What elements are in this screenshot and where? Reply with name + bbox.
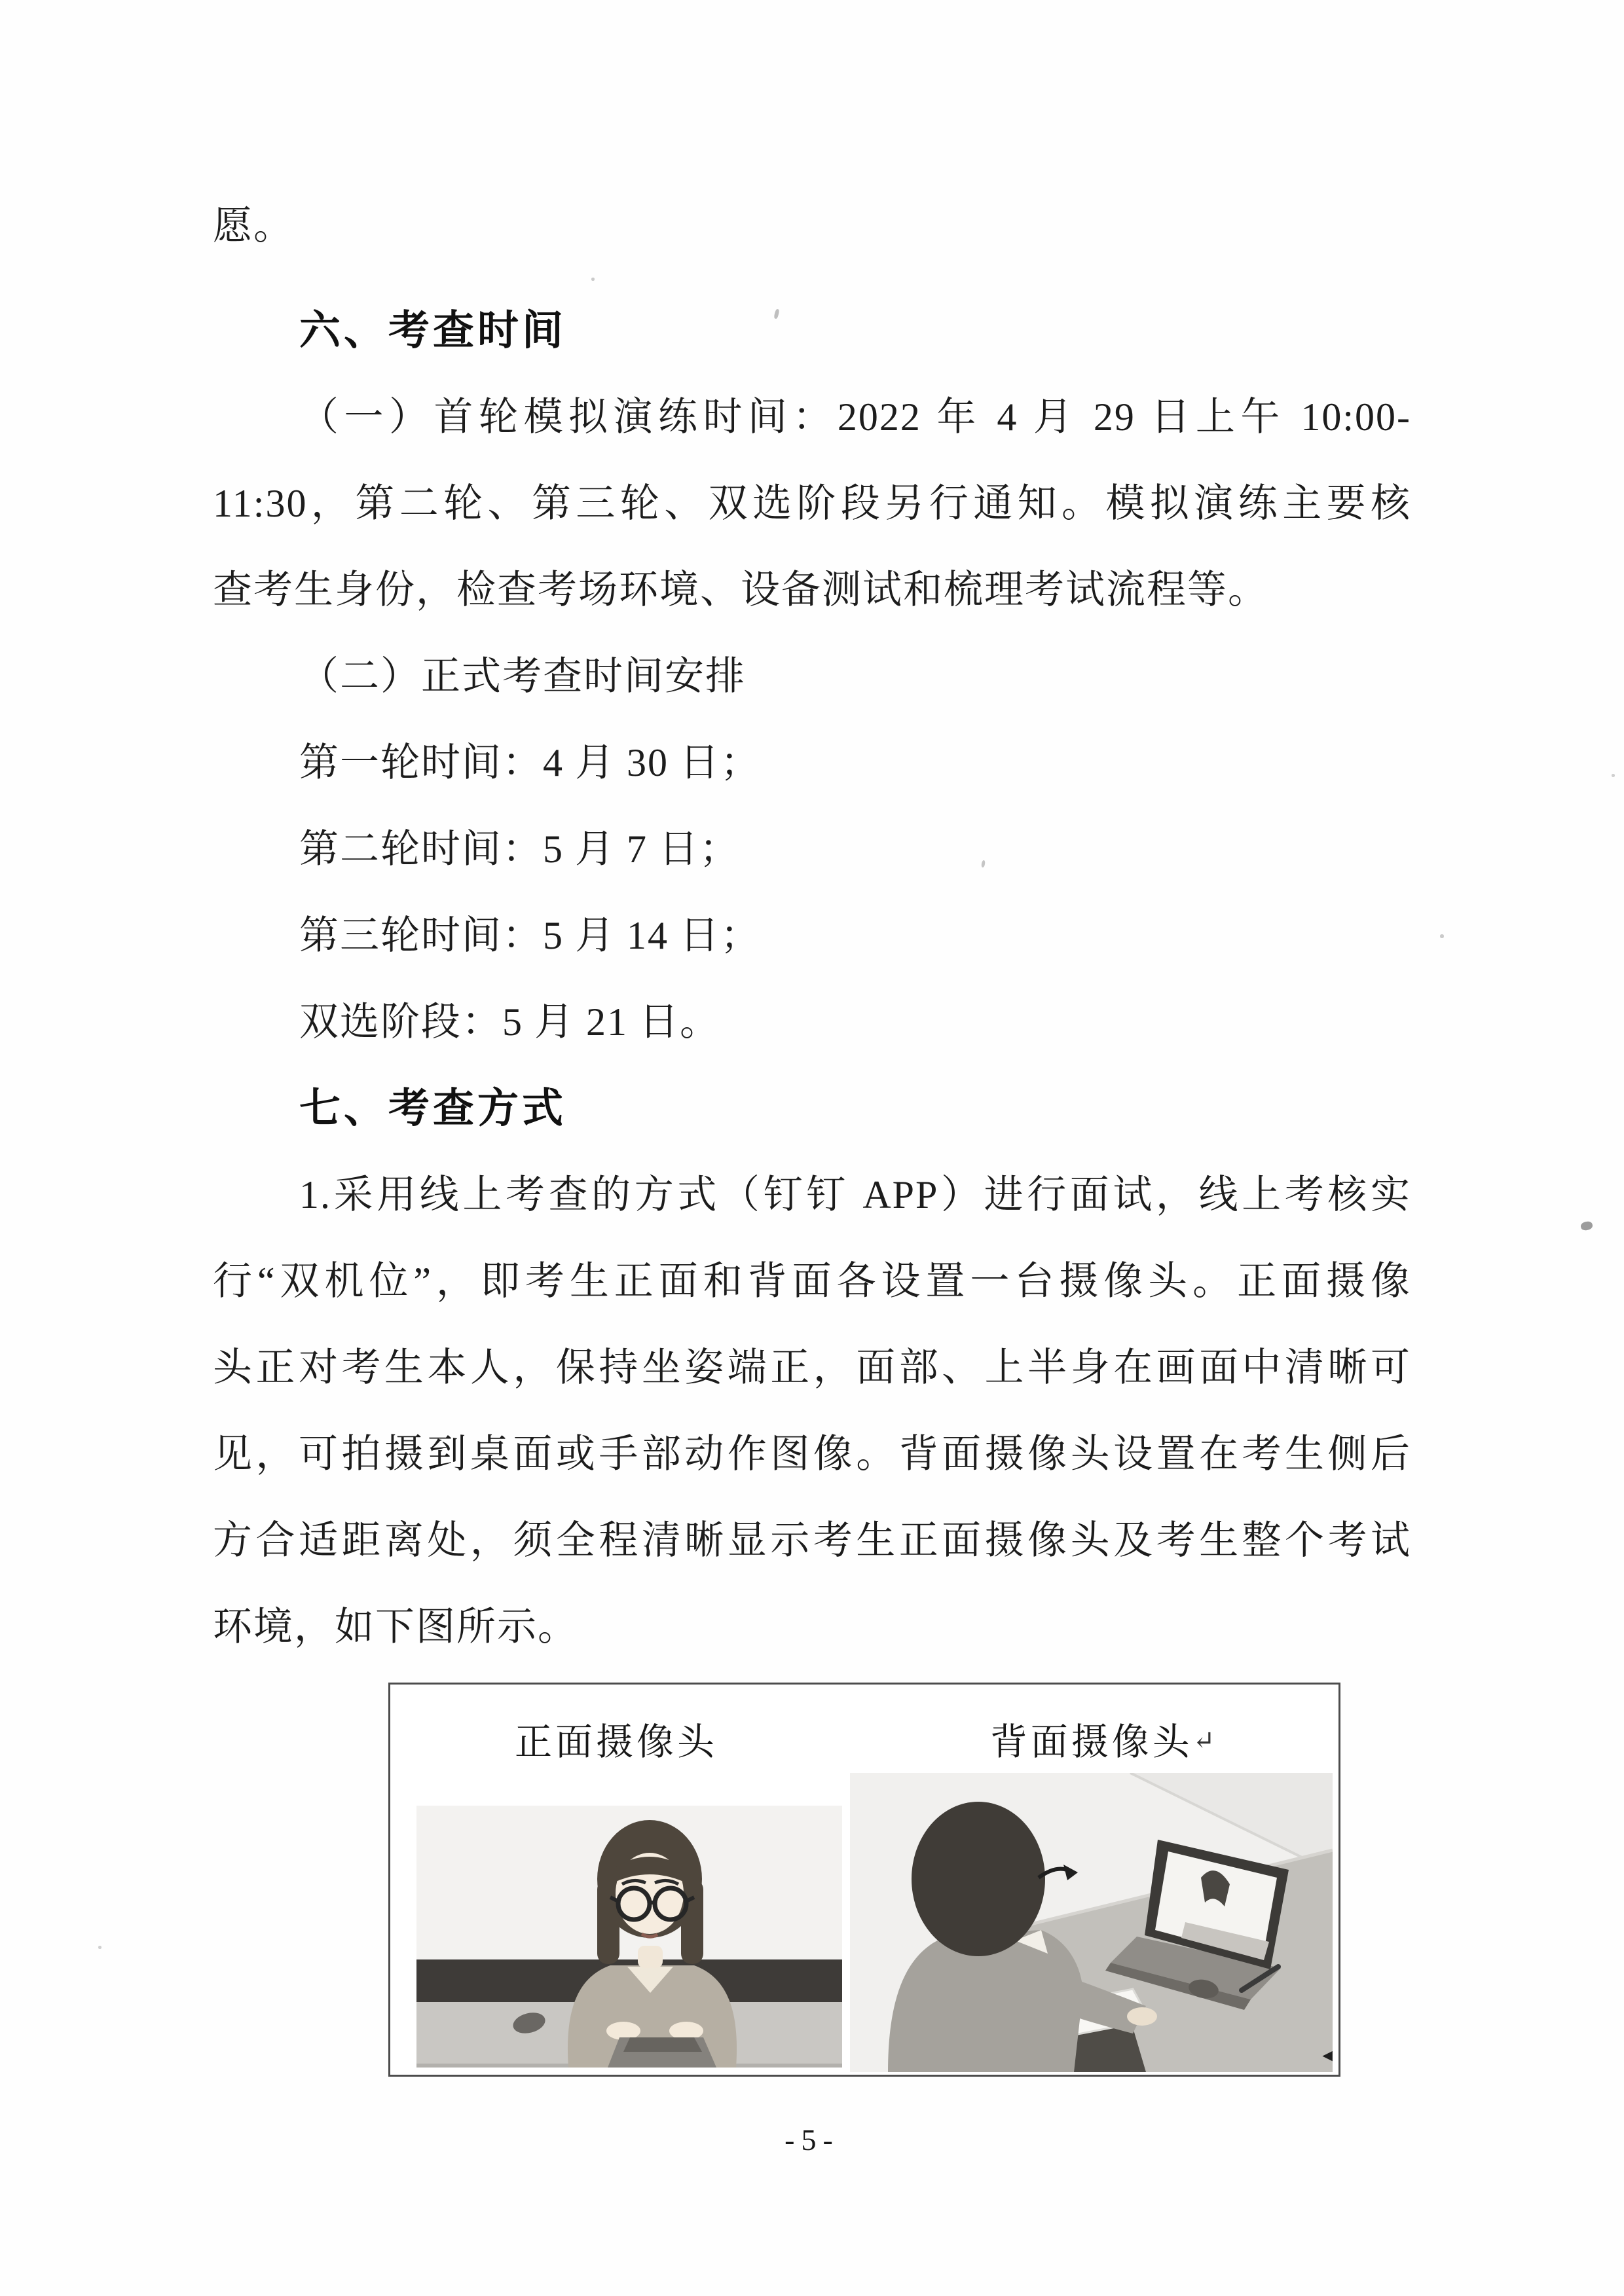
scan-speck <box>98 1946 101 1949</box>
cursor-artifact-icon: ◄ <box>1319 2046 1336 2065</box>
page-number: -5- <box>784 2123 840 2157</box>
section-heading-7: 七、考查方式 <box>299 1085 566 1131</box>
doc-line: 查考生身份，检查考场环境、设备测试和梳理考试流程等。 <box>213 568 1268 611</box>
doc-line: （一）首轮模拟演练时间：2022 年 4 月 29 日上午 10:00- <box>299 395 1411 439</box>
doc-line: 1.采用线上考查的方式（钉钉 APP）进行面试，线上考核实 <box>299 1173 1411 1216</box>
doc-line: 头正对考生本人，保持坐姿端正，面部、上半身在画面中清晰可 <box>213 1346 1411 1389</box>
section-heading-6: 六、考查时间 <box>299 308 566 354</box>
doc-line: （二）正式考查时间安排 <box>299 655 746 698</box>
front-camera-illustration <box>416 1806 842 2068</box>
document-body <box>213 183 1411 1670</box>
doc-line: 愿。 <box>213 204 294 247</box>
doc-line: 第一轮时间：4 月 30 日； <box>299 741 761 784</box>
back-person-figure <box>850 1773 1333 2072</box>
front-person-figure <box>416 1806 842 2068</box>
doc-line: 行“双机位”，即考生正面和背面各设置一台摄像头。正面摄像 <box>213 1260 1411 1303</box>
doc-line: 见，可拍摄到桌面或手部动作图像。背面摄像头设置在考生侧后 <box>213 1432 1411 1476</box>
doc-line: 双选阶段：5 月 21 日。 <box>299 1000 720 1044</box>
dual-camera-figure <box>388 1683 1340 2077</box>
front-camera-label: 正面摄像头 <box>515 1722 718 1763</box>
scan-speck <box>1440 934 1444 938</box>
scan-speck <box>1580 1220 1593 1231</box>
doc-line: 第三轮时间：5 月 14 日； <box>299 914 761 957</box>
doc-line: 环境，如下图所示。 <box>213 1605 578 1649</box>
doc-line: 11:30，第二轮、第三轮、双选阶段另行通知。模拟演练主要核 <box>213 482 1411 525</box>
back-camera-illustration <box>850 1773 1333 2072</box>
scan-speck <box>591 278 595 281</box>
doc-line: 方合适距离处，须全程清晰显示考生正面摄像头及考生整个考试 <box>213 1519 1411 1562</box>
doc-line: 第二轮时间：5 月 7 日； <box>299 828 740 871</box>
return-mark-icon: ↵ <box>1192 1726 1219 1755</box>
scan-speck <box>1612 774 1615 777</box>
back-camera-label: 背面摄像头↵ <box>989 1722 1219 1763</box>
